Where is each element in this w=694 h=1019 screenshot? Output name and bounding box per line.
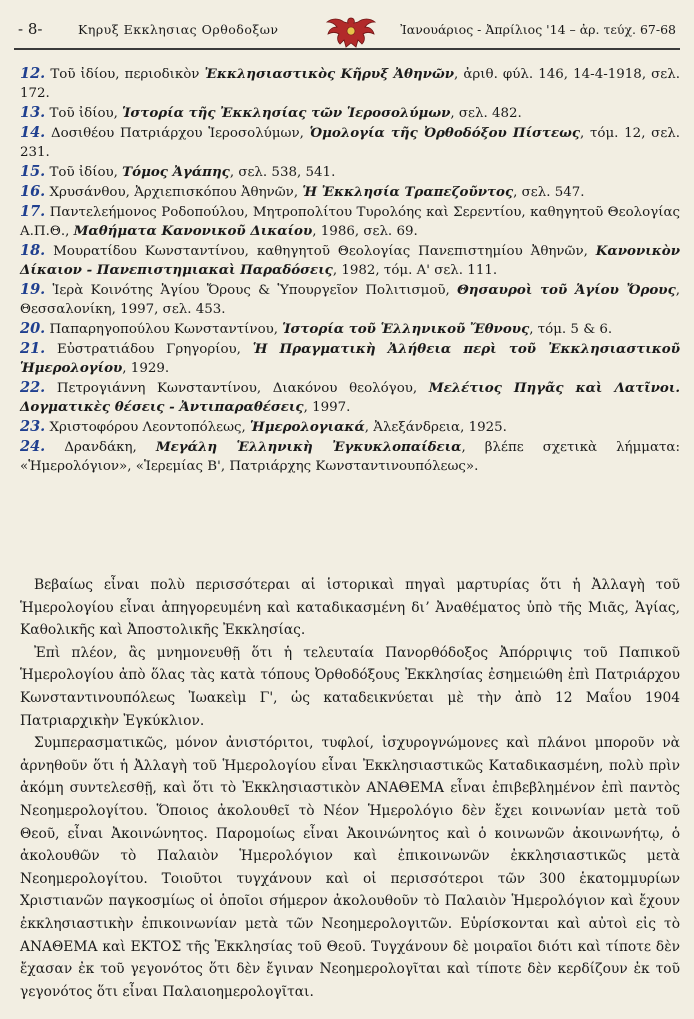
double-headed-eagle-icon xyxy=(324,14,378,50)
references-list xyxy=(20,64,680,476)
reference-item: 12. Τοῦ ἰδίου, περιοδικὸν Ἐκκλησιαστικὸς Κῆρυξ Ἀθηνῶν, ἀριθ. φύλ. 146, 14-4-1918, σελ. 172. xyxy=(20,65,680,101)
page-number: - 8- xyxy=(18,20,43,38)
reference-item: 22. Πετρογιάννη Κωνσταντίνου, Διακόνου θεολόγου, Μελέτιος Πηγᾶς καὶ Λατῖνοι. Δογματικὲς θέσεις - Ἀντιπαραθέσεις, 1997. xyxy=(20,379,680,415)
reference-item: 13. Τοῦ ἰδίου, Ἱστορία τῆς Ἐκκλησίας τῶν Ἱεροσολύμων, σελ. 482. xyxy=(20,104,522,121)
paragraph: Βεβαίως εἶναι πολὺ περισσότεραι αἱ ἱστορικαὶ πηγαὶ μαρτυρίας ὅτι ἡ Ἀλλαγὴ τοῦ Ἡμερολογίου εἶναι ἀπηγορευμένη καὶ καταδικασμένη διʼ Ἀναθέματος ὑπὸ τῆς Μιᾶς, Ἁγίας, Καθολικῆς καὶ Ἀποστολικῆς Ἐκκλησίας. xyxy=(20,577,680,639)
reference-item: 19. Ἱερὰ Κοινότης Ἁγίου Ὄρους & Ὑπουργεῖον Πολιτισμοῦ, Θησαυροὶ τοῦ Ἁγίου Ὄρους, Θεσσαλονίκη, 1997, σελ. 453. xyxy=(20,281,680,317)
reference-item: 18. Μουρατίδου Κωνσταντίνου, καθηγητοῦ Θεολογίας Πανεπιστημίου Ἀθηνῶν, Κανονικὸν Δίκαιον - Πανεπιστημιακαὶ Παραδόσεις, 1982, τόμ. Α' σελ. 111. xyxy=(20,242,680,278)
header-divider xyxy=(14,48,680,50)
reference-item: 14. Δοσιθέου Πατριάρχου Ἱεροσολύμων, Ὁμολογία τῆς Ὀρθοδόξου Πίστεως, τόμ. 12, σελ. 231. xyxy=(20,124,681,160)
paragraph: Ἐπὶ πλέον, ἂς μνημονευθῇ ὅτι ἡ τελευταία Πανορθόδοξος Ἀπόρριψις τοῦ Παπικοῦ Ἡμερολογίου ἀπὸ ὅλας τὰς κατὰ τόπους Ὀρθοδόξους Ἐκκλησίας ἐσημειώθη ἐπὶ Πατριάρχου Κωνσταντινουπόλεως Ἰωακεὶμ Γ', ὡς καταδεικνύεται μὲ τὴν ἀπὸ 12 Μαΐου 1904 Πατριαρχικὴν Ἐγκύκλιον. xyxy=(20,644,680,729)
issue-info: Ἰανουάριος - Ἀπρίλιος '14 – ἀρ. τεύχ. 67-68 xyxy=(400,22,676,37)
paragraph: Συμπερασματικῶς, μόνον ἀνιστόριτοι, τυφλοί, ἰσχυρογνώμονες καὶ πλάνοι μποροῦν νὰ ἀρνηθοῦν ὅτι ἡ Ἀλλαγὴ τοῦ Ἡμερολογίου εἶναι Ἐκκλησιαστικῶς Καταδικασμένη, πολὺ πρὶν ἀκόμη συντελεσθῇ, καὶ ὅτι τὸ Ἐκκλησιαστικὸν ΑΝΑΘΕΜΑ εἶναι ἐπιβεβλημένον ἐπὶ παντὸς Νεοημερολογίτου. Ὅποιος ἀκολουθεῖ τὸ Νέον Ἡμερολόγιο δὲν ἔχει κοινωνίαν μετὰ τοῦ Θεοῦ, εἶναι Ἀκοινώνητος. Παρομοίως εἶναι Ἀκοινώνητος καὶ ὁ κοινωνῶν ἀκοινωνήτῳ, ὁ ἀκολουθῶν τὸ Παλαιὸν Ἡμερολόγιον καὶ ἐπικοινωνῶν ἐκκλησιαστικῶς μετὰ Νεοημερολογίτου. Τοιοῦτοι τυγχάνουν καὶ οἱ περισσότεροι τῶν 300 ἑκατομμυρίων Χριστιανῶν παγκοσμίως οἱ ὁποῖοι σήμερον ἀκολουθοῦν τὸ Παλαιὸν Ἡμερολόγιον καὶ ἔχουν ἐκκλησιαστικὴν ἐπικοινωνίαν μετὰ τῶν Νεοημερολογιτῶν. Εὑρίσκονται καὶ αὐτοὶ εἰς τὸ ΑΝΑΘΕΜΑ καὶ ΕΚΤΟΣ τῆς Ἐκκλησίας τοῦ Θεοῦ. Τυγχάνουν δὲ μοιραῖοι διότι καὶ τίποτε δὲν ἔχασαν ἐκ τοῦ γεγονότος ὅτι δὲν ἔγιναν Νεοημερολογῖται καὶ τίποτε δὲν κερδίζουν ἐκ τοῦ γεγονότος ὅτι εἶναι Παλαιοημερολογῖται. xyxy=(20,735,680,1000)
reference-item: 21. Εὐστρατιάδου Γρηγορίου, Ἡ Πραγματικὴ Ἀλήθεια περὶ τοῦ Ἐκκλησιαστικοῦ Ἡμερολογίου, 1929. xyxy=(20,340,680,376)
reference-item: 24. Δρανδάκη, Μεγάλη Ἑλληνικὴ Ἐγκυκλοπαίδεια, βλέπε σχετικὰ λήμματα: «Ἡμερολόγιον», «Ἱερεμίας Β', Πατριάρχης Κωνσταντινουπόλεως». xyxy=(20,438,680,474)
journal-title: Κηρυξ Εκκλησιας Ορθοδοξων xyxy=(78,22,279,37)
reference-item: 17. Παντελεήμονος Ροδοπούλου, Μητροπολίτου Τυρολόης καὶ Σερεντίου, καθηγητοῦ Θεολογίας Α.Π.Θ., Μαθήματα Κανονικοῦ Δικαίου, 1986, σελ. 69. xyxy=(20,203,680,239)
body-text xyxy=(20,574,680,1003)
reference-item: 16. Χρυσάνθου, Ἀρχιεπισκόπου Ἀθηνῶν, Ἡ Ἐκκλησία Τραπεζοῦντος, σελ. 547. xyxy=(20,183,585,200)
reference-item: 15. Τοῦ ἰδίου, Τόμος Ἀγάπης, σελ. 538, 541. xyxy=(20,163,336,180)
reference-item: 23. Χριστοφόρου Λεοντοπόλεως, Ἡμερολογιακά, Ἀλεξάνδρεια, 1925. xyxy=(20,418,507,435)
reference-item: 20. Παπαρηγοπούλου Κωνσταντίνου, Ἱστορία τοῦ Ἑλληνικοῦ Ἔθνους, τόμ. 5 & 6. xyxy=(20,320,613,337)
